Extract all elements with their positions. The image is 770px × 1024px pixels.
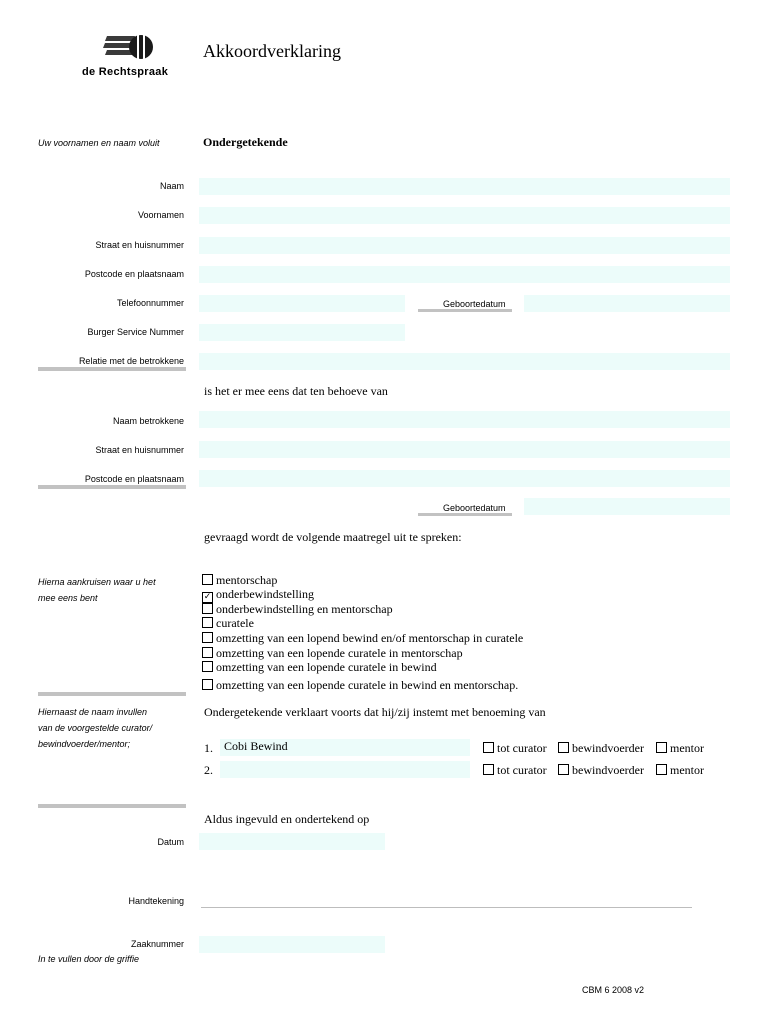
geboortedatum-label: Geboortedatum bbox=[443, 299, 506, 309]
ten-behoeve-heading: is het er mee eens dat ten behoeve van bbox=[204, 384, 388, 398]
aankruisen-note: Hierna aankruisen waar u het mee eens bent bbox=[38, 577, 156, 603]
geboortedatum-underline bbox=[418, 309, 512, 312]
naam-field[interactable] bbox=[199, 178, 730, 195]
zaaknummer-label: Zaaknummer bbox=[130, 939, 184, 949]
checkbox-icon[interactable] bbox=[483, 742, 494, 753]
form-code: CBM 6 2008 v2 bbox=[582, 985, 645, 995]
option-omzetting-curatele-mentorschap[interactable]: omzetting van een lopende curatele in mentorschap bbox=[202, 646, 463, 661]
page-title: Akkoordverklaring bbox=[203, 41, 341, 61]
maatregel-heading: gevraagd wordt de volgende maatregel uit te spreken: bbox=[204, 530, 462, 544]
handtekening-label: Handtekening bbox=[128, 896, 184, 906]
telefoon-field[interactable] bbox=[199, 295, 405, 312]
zaaknummer-field[interactable] bbox=[199, 936, 385, 953]
section-divider bbox=[38, 485, 186, 489]
candidate-2-mentor-option[interactable]: mentor bbox=[656, 763, 704, 778]
voornamen-field[interactable] bbox=[199, 207, 730, 224]
bsn-field[interactable] bbox=[199, 324, 405, 341]
betrokkene-geboortedatum-field[interactable] bbox=[524, 498, 730, 515]
candidate-1-bewindvoerder-option[interactable]: bewindvoerder bbox=[558, 741, 644, 756]
candidate-1-mentor-option[interactable]: mentor bbox=[656, 741, 704, 756]
candidate-2-name-field[interactable] bbox=[220, 761, 470, 778]
checkbox-icon[interactable] bbox=[202, 574, 213, 585]
postcode-label: Postcode en plaatsnaam bbox=[84, 269, 184, 279]
checkbox-icon[interactable] bbox=[558, 764, 569, 775]
checkbox-icon[interactable] bbox=[558, 742, 569, 753]
checkbox-icon[interactable] bbox=[202, 679, 213, 690]
checkbox-icon[interactable] bbox=[202, 617, 213, 628]
candidate-1-name: Cobi Bewind bbox=[224, 739, 288, 753]
candidate-2-curator-option[interactable]: tot curator bbox=[483, 763, 547, 778]
option-onderbewindstelling[interactable]: ✓ onderbewindstelling bbox=[203, 587, 314, 602]
betrokkene-postcode-field[interactable] bbox=[199, 470, 730, 487]
checkbox-icon[interactable] bbox=[483, 764, 494, 775]
naam-betrokkene-label: Naam betrokkene bbox=[112, 416, 184, 426]
betrokkene-geboortedatum-label: Geboortedatum bbox=[443, 503, 506, 513]
naam-betrokkene-field[interactable] bbox=[199, 411, 730, 428]
naam-label: Naam bbox=[159, 181, 184, 191]
signature-line[interactable] bbox=[201, 907, 692, 908]
straat-label: Straat en huisnummer bbox=[95, 240, 184, 250]
datum-label: Datum bbox=[157, 837, 184, 847]
brand-name: de Rechtspraak bbox=[82, 66, 169, 78]
logo-mark-icon bbox=[103, 33, 159, 61]
rechtspraak-logo bbox=[103, 33, 159, 61]
option-onderbewindstelling-mentorschap[interactable]: onderbewindstelling en mentorschap bbox=[202, 602, 393, 617]
checkbox-icon[interactable] bbox=[202, 647, 213, 658]
geboortedatum-field[interactable] bbox=[524, 295, 730, 312]
benoeming-heading: Ondergetekende verklaart voorts dat hij/zij instemt met benoeming van bbox=[204, 705, 546, 719]
row-number: 2. bbox=[204, 763, 213, 777]
griffie-note: In te vullen door de griffie bbox=[38, 954, 140, 964]
betrokkene-postcode-label: Postcode en plaatsnaam bbox=[84, 474, 184, 484]
section-divider bbox=[38, 367, 186, 371]
checkbox-checked-icon[interactable]: ✓ bbox=[203, 592, 212, 602]
option-mentorschap[interactable]: mentorschap bbox=[202, 573, 277, 588]
candidate-1-curator-option[interactable]: tot curator bbox=[483, 741, 547, 756]
checkbox-icon[interactable] bbox=[202, 632, 213, 643]
datum-field[interactable] bbox=[199, 833, 385, 850]
straat-field[interactable] bbox=[199, 237, 730, 254]
row-number: 1. bbox=[204, 741, 213, 755]
candidate-2-bewindvoerder-option[interactable]: bewindvoerder bbox=[558, 763, 644, 778]
checkbox-icon[interactable] bbox=[656, 742, 667, 753]
section-divider bbox=[38, 692, 186, 696]
relatie-field[interactable] bbox=[199, 353, 730, 370]
telefoon-label: Telefoonnummer bbox=[116, 298, 184, 308]
checkbox-icon[interactable] bbox=[202, 661, 213, 672]
checkbox-icon[interactable] bbox=[202, 603, 213, 614]
option-omzetting-curatele-bewind-mentorschap[interactable]: omzetting van een lopende curatele in bewind en mentorschap. bbox=[202, 678, 518, 693]
voornamen-label: Voornamen bbox=[137, 210, 184, 220]
ondertekend-heading: Aldus ingevuld en ondertekend op bbox=[204, 812, 370, 826]
betrokkene-straat-field[interactable] bbox=[199, 441, 730, 458]
option-omzetting-bewind-curatele[interactable]: omzetting van een lopend bewind en/of mentorschap in curatele bbox=[202, 631, 523, 646]
geboortedatum-underline bbox=[418, 513, 512, 516]
section-divider bbox=[38, 804, 186, 808]
ondergetekende-heading: Ondergetekende bbox=[203, 135, 288, 149]
postcode-field[interactable] bbox=[199, 266, 730, 283]
checkbox-icon[interactable] bbox=[656, 764, 667, 775]
betrokkene-straat-label: Straat en huisnummer bbox=[95, 445, 184, 455]
curator-note: Hiernaast de naam invullen van de voorgestelde curator/ bewindvoerder/mentor; bbox=[38, 707, 153, 749]
bsn-label: Burger Service Nummer bbox=[87, 327, 184, 337]
name-note: Uw voornamen en naam voluit bbox=[38, 138, 160, 148]
relatie-label: Relatie met de betrokkene bbox=[78, 356, 184, 366]
option-omzetting-curatele-bewind[interactable]: omzetting van een lopende curatele in bewind bbox=[202, 660, 437, 675]
option-curatele[interactable]: curatele bbox=[202, 616, 254, 631]
